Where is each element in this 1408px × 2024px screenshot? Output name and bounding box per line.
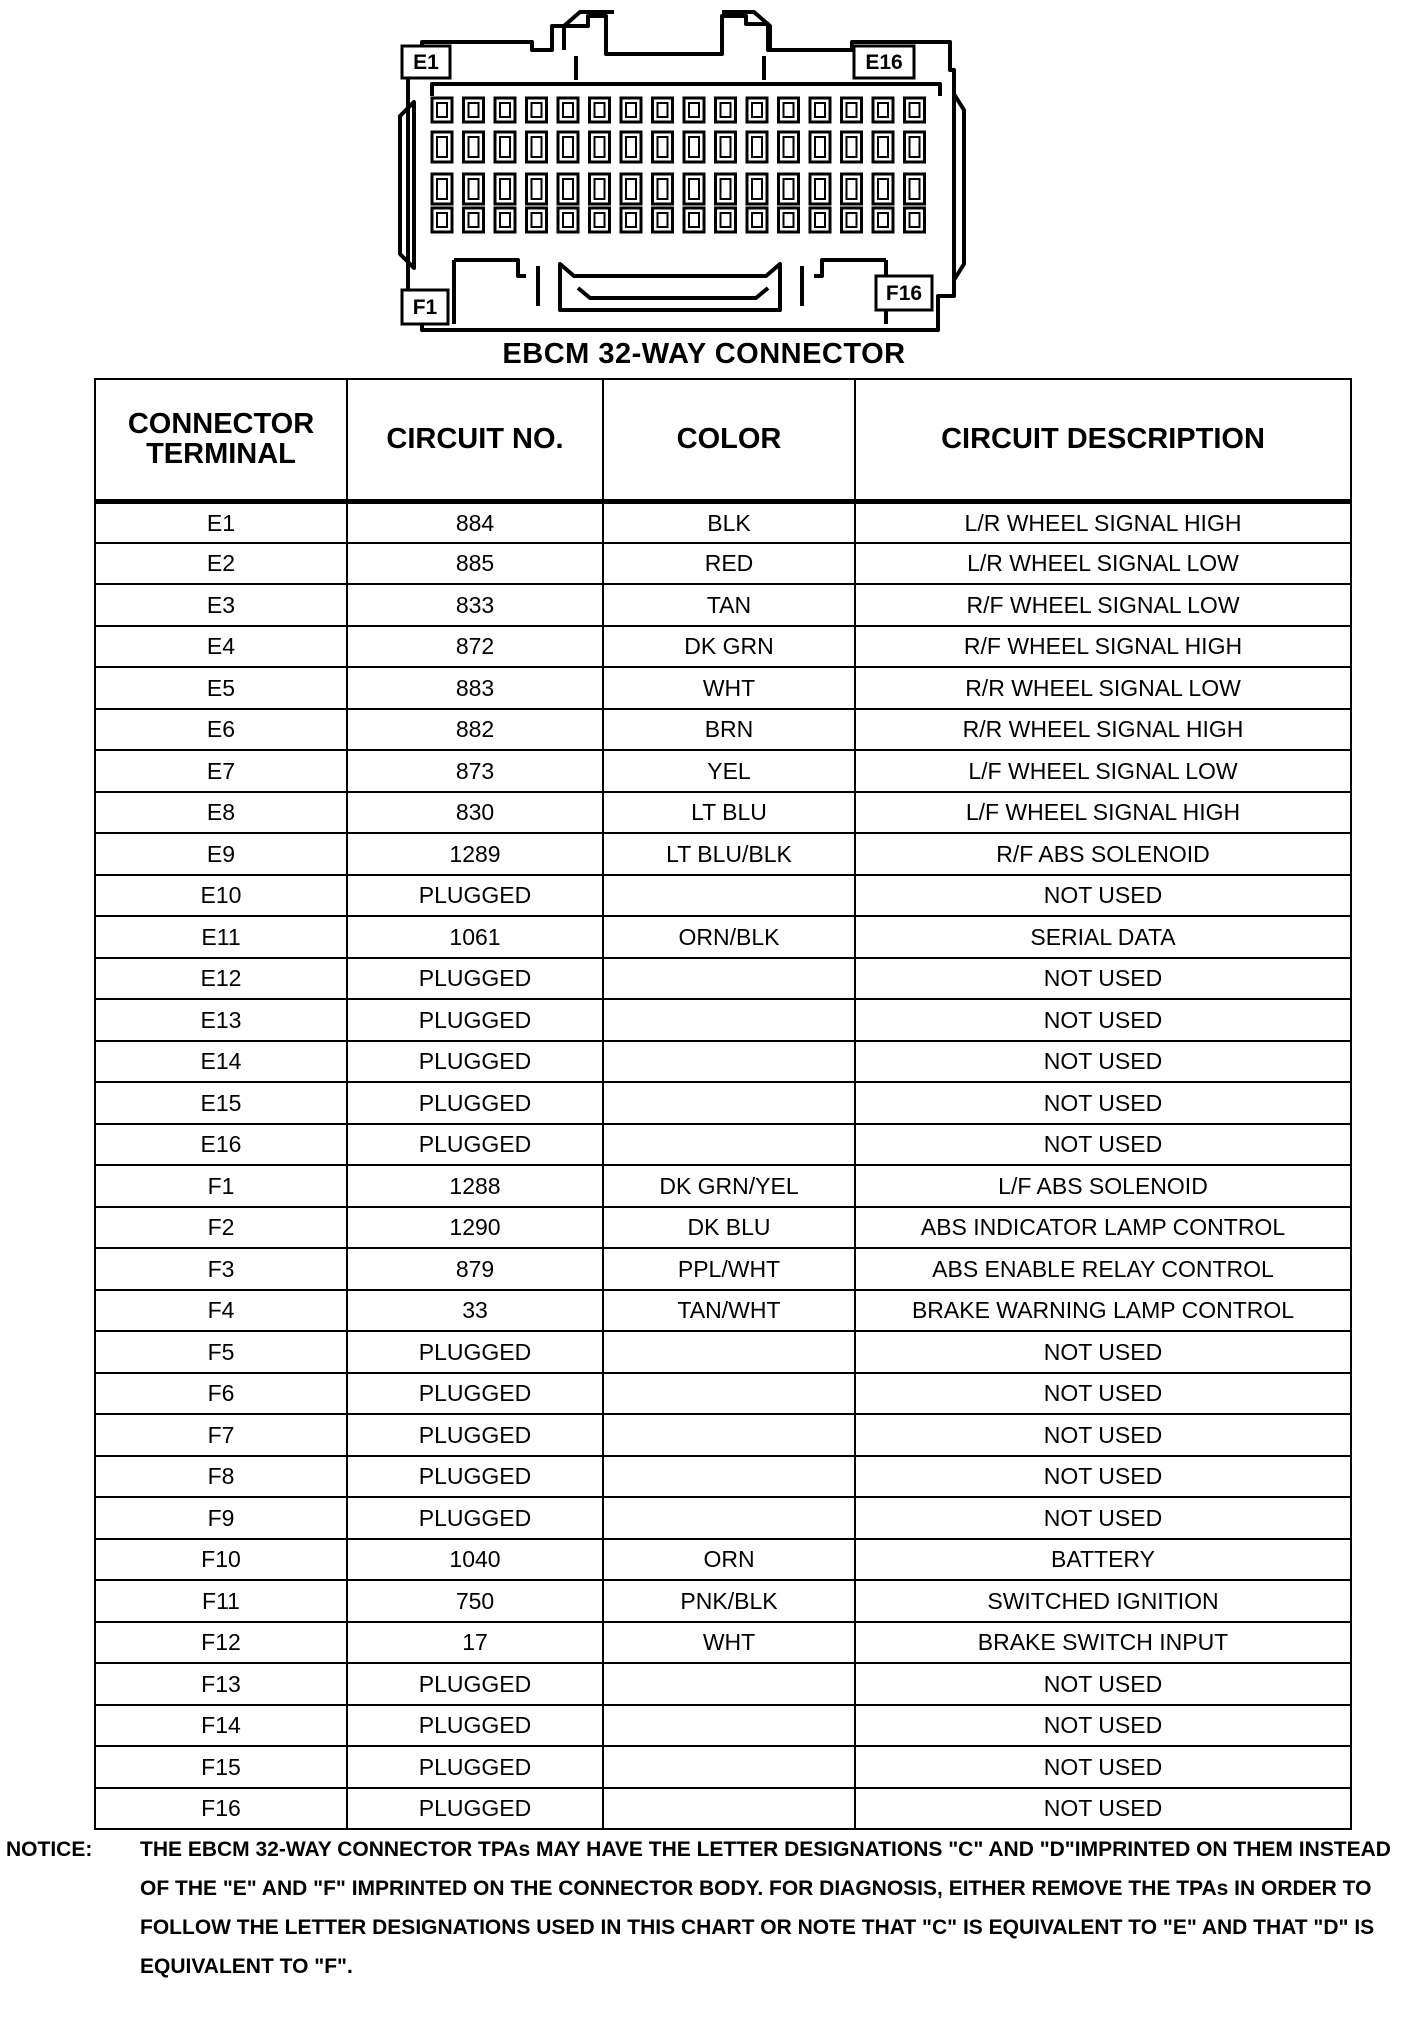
pin-cavity [779,208,799,232]
pin-cavity-inner [658,137,668,157]
cell-terminal: F9 [95,1497,347,1539]
cell-circuit-no: PLUGGED [347,1124,603,1166]
cell-description: NOT USED [855,1082,1351,1124]
table-row [95,1041,1351,1083]
cell-color [603,1041,855,1083]
cell-circuit-no: PLUGGED [347,1788,603,1830]
cell-description: R/R WHEEL SIGNAL HIGH [855,709,1351,751]
pin-cavity-inner [689,179,699,199]
cell-circuit-no: PLUGGED [347,1041,603,1083]
cell-color [603,875,855,917]
pin-cavity-inner [784,103,794,117]
cell-description: NOT USED [855,1497,1351,1539]
cell-terminal: F2 [95,1207,347,1249]
pin-cavity-inner [626,103,636,117]
cell-description: BRAKE WARNING LAMP CONTROL [855,1290,1351,1332]
pin-cavity-inner [847,179,857,199]
table-row [95,875,1351,917]
label-f1: F1 [412,296,438,319]
pin-cavity-inner [689,137,699,157]
cell-description: ABS INDICATOR LAMP CONTROL [855,1207,1351,1249]
pin-cavity-inner [878,179,888,199]
pin-cavity-inner [847,213,857,227]
cell-terminal: F12 [95,1622,347,1664]
cell-terminal: F7 [95,1414,347,1456]
table-header-row [95,379,1351,501]
pin-cavity-inner [626,213,636,227]
pin-cavity [873,98,893,122]
pin-cavity-inner [752,137,762,157]
pinout-table [94,378,1352,1830]
pin-cavity [495,208,515,232]
pin-cavity-inner [469,179,479,199]
cell-description: R/F ABS SOLENOID [855,833,1351,875]
cell-circuit-no: 830 [347,792,603,834]
cell-terminal: F1 [95,1165,347,1207]
cell-circuit-no: PLUGGED [347,1373,603,1415]
cell-terminal: E15 [95,1082,347,1124]
cell-description: L/F WHEEL SIGNAL HIGH [855,792,1351,834]
cell-description: L/R WHEEL SIGNAL LOW [855,543,1351,585]
cell-circuit-no: 1289 [347,833,603,875]
cell-terminal: E4 [95,626,347,668]
cell-color [603,1497,855,1539]
table-row [95,1746,1351,1788]
cell-circuit-no: PLUGGED [347,1705,603,1747]
label-e1: E1 [413,51,439,74]
cell-circuit-no: 1040 [347,1539,603,1581]
table-row [95,1414,1351,1456]
pin-cavity-inner [878,137,888,157]
pin-cavity [653,98,673,122]
cell-color: DK BLU [603,1207,855,1249]
cell-circuit-no: 1290 [347,1207,603,1249]
cell-terminal: E2 [95,543,347,585]
cell-description: NOT USED [855,875,1351,917]
pin-cavity-inner [721,137,731,157]
cell-terminal: F6 [95,1373,347,1415]
pin-cavity-inner [437,137,447,157]
table-row [95,1207,1351,1249]
pin-cavity-inner [658,179,668,199]
pin-cavity [621,98,641,122]
cell-terminal: E3 [95,584,347,626]
pin-cavity-inner [721,179,731,199]
cell-description: NOT USED [855,1373,1351,1415]
table-row [95,1248,1351,1290]
cell-color [603,1414,855,1456]
cell-terminal: F13 [95,1663,347,1705]
cell-terminal: E10 [95,875,347,917]
pin-cavity [527,98,547,122]
pin-cavity-inner [437,103,447,117]
table-row [95,1622,1351,1664]
cell-color [603,1082,855,1124]
cell-description: NOT USED [855,1456,1351,1498]
cell-terminal: E11 [95,916,347,958]
pin-cavity-inner [784,137,794,157]
cell-description: NOT USED [855,1705,1351,1747]
cell-circuit-no: 17 [347,1622,603,1664]
cell-color [603,1124,855,1166]
pin-cavity-inner [532,137,542,157]
notice-label: NOTICE: [6,1838,93,1861]
cell-color [603,1456,855,1498]
table-row [95,584,1351,626]
cell-color [603,958,855,1000]
cell-color: TAN [603,584,855,626]
cell-terminal: F4 [95,1290,347,1332]
cell-color: TAN/WHT [603,1290,855,1332]
pin-cavity [558,208,578,232]
pin-cavity [495,98,515,122]
pin-cavity-inner [689,103,699,117]
cell-terminal: F15 [95,1746,347,1788]
cell-terminal: E6 [95,709,347,751]
cell-color: LT BLU/BLK [603,833,855,875]
pin-cavity-inner [500,103,510,117]
table-row [95,1705,1351,1747]
cell-description: BRAKE SWITCH INPUT [855,1622,1351,1664]
pin-cavity [558,98,578,122]
pin-cavity [432,208,452,232]
cell-terminal: F10 [95,1539,347,1581]
pin-cavity [590,208,610,232]
pin-cavity [810,98,830,122]
pin-cavity-inner [532,179,542,199]
pin-cavity-inner [626,179,636,199]
table-row [95,958,1351,1000]
cell-color: ORN/BLK [603,916,855,958]
table-row [95,1580,1351,1622]
cell-circuit-no: PLUGGED [347,1497,603,1539]
cell-color: RED [603,543,855,585]
cell-terminal: F5 [95,1331,347,1373]
cell-circuit-no: PLUGGED [347,1663,603,1705]
pin-cavity-inner [910,213,920,227]
pin-cavity-inner [878,103,888,117]
cell-color [603,1788,855,1830]
pin-cavity-inner [752,213,762,227]
cell-terminal: F11 [95,1580,347,1622]
cell-terminal: E5 [95,667,347,709]
header-circuit-no: CIRCUIT NO. [347,379,603,501]
pin-cavity [873,208,893,232]
pin-cavity-inner [815,137,825,157]
cell-circuit-no: PLUGGED [347,1082,603,1124]
cell-color [603,1331,855,1373]
cell-terminal: E1 [95,501,347,543]
table-row [95,1539,1351,1581]
pin-cavity [464,98,484,122]
table-row [95,1290,1351,1332]
header-circuit-description: CIRCUIT DESCRIPTION [855,379,1351,501]
table-row [95,667,1351,709]
cell-description: L/F WHEEL SIGNAL LOW [855,750,1351,792]
header-color: COLOR [603,379,855,501]
cell-terminal: F16 [95,1788,347,1830]
cell-description: NOT USED [855,1788,1351,1830]
cell-color [603,999,855,1041]
cell-circuit-no: 1061 [347,916,603,958]
pin-cavity-inner [500,179,510,199]
cell-terminal: F14 [95,1705,347,1747]
cell-circuit-no: PLUGGED [347,1456,603,1498]
pin-cavity [747,98,767,122]
cell-description: NOT USED [855,958,1351,1000]
cell-description: ABS ENABLE RELAY CONTROL [855,1248,1351,1290]
cell-color [603,1373,855,1415]
cell-terminal: E13 [95,999,347,1041]
pin-cavity [590,98,610,122]
table-row [95,916,1351,958]
label-e16: E16 [865,51,903,74]
pin-cavity-inner [910,179,920,199]
cell-description: L/F ABS SOLENOID [855,1165,1351,1207]
table-row [95,750,1351,792]
pin-cavity-inner [878,213,888,227]
cell-circuit-no: PLUGGED [347,999,603,1041]
table-row [95,792,1351,834]
pin-cavity-inner [910,103,920,117]
pin-cavity-inner [721,213,731,227]
pin-cavity [842,208,862,232]
cell-terminal: E9 [95,833,347,875]
cell-terminal: E8 [95,792,347,834]
cell-description: NOT USED [855,1124,1351,1166]
cell-circuit-no: 883 [347,667,603,709]
pin-cavity-inner [437,213,447,227]
cell-description: SWITCHED IGNITION [855,1580,1351,1622]
cell-color: PNK/BLK [603,1580,855,1622]
pin-cavity-inner [563,137,573,157]
cell-circuit-no: 884 [347,501,603,543]
pin-cavity [810,208,830,232]
pin-cavity-inner [847,137,857,157]
cell-description: NOT USED [855,1331,1351,1373]
table-row [95,543,1351,585]
pin-cavity-inner [752,103,762,117]
pin-cavity [905,98,925,122]
cell-description: NOT USED [855,1414,1351,1456]
table-row [95,1497,1351,1539]
cell-description: SERIAL DATA [855,916,1351,958]
cell-circuit-no: 879 [347,1248,603,1290]
cell-circuit-no: 750 [347,1580,603,1622]
connector-pin-grid [432,98,925,232]
cell-circuit-no: PLUGGED [347,958,603,1000]
pin-cavity [716,208,736,232]
pin-cavity-inner [469,213,479,227]
connector-title: EBCM 32-WAY CONNECTOR [502,338,906,370]
table-row [95,999,1351,1041]
pin-cavity [527,208,547,232]
pin-cavity [684,208,704,232]
table-row [95,709,1351,751]
cell-color: BLK [603,501,855,543]
table-row [95,1082,1351,1124]
cell-circuit-no: 833 [347,584,603,626]
cell-color: YEL [603,750,855,792]
cell-circuit-no: PLUGGED [347,875,603,917]
pin-cavity [653,208,673,232]
pin-cavity-inner [815,103,825,117]
table-row [95,1165,1351,1207]
pin-cavity-inner [469,137,479,157]
pin-cavity [747,208,767,232]
pin-cavity-inner [721,103,731,117]
cell-color: LT BLU [603,792,855,834]
header-connector-terminal: CONNECTOR TERMINAL [95,379,347,501]
cell-terminal: E14 [95,1041,347,1083]
pin-cavity-inner [752,179,762,199]
cell-color: PPL/WHT [603,1248,855,1290]
cell-description: NOT USED [855,1746,1351,1788]
pin-cavity-inner [563,179,573,199]
cell-color: WHT [603,1622,855,1664]
pin-cavity-inner [437,179,447,199]
cell-description: R/R WHEEL SIGNAL LOW [855,667,1351,709]
table-row [95,1663,1351,1705]
cell-circuit-no: 33 [347,1290,603,1332]
connector-diagram [392,6,968,332]
pin-cavity-inner [595,103,605,117]
cell-color: DK GRN/YEL [603,1165,855,1207]
pin-cavity [464,208,484,232]
cell-circuit-no: PLUGGED [347,1746,603,1788]
pin-cavity [684,98,704,122]
cell-color: ORN [603,1539,855,1581]
pin-cavity [779,98,799,122]
table-row [95,833,1351,875]
cell-description: L/R WHEEL SIGNAL HIGH [855,501,1351,543]
cell-circuit-no: 873 [347,750,603,792]
cell-description: R/F WHEEL SIGNAL LOW [855,584,1351,626]
pin-cavity-inner [595,179,605,199]
cell-terminal: F3 [95,1248,347,1290]
notice-text: THE EBCM 32-WAY CONNECTOR TPAs MAY HAVE THE LETTER DESIGNATIONS "C" AND "D"IMPRINTED ON THEM INSTEAD OF THE "E" AND "F" IMPRINTED ON THE CONNECTOR BODY. FOR DIAGNOSIS, EITHER REMOVE THE TPAs IN ORDER TO FOLLOW THE LETTER DESIGNATIONS USED IN THIS CHART OR NOTE THAT "C" IS EQUIVALENT TO "E" AND THAT "D" IS EQUIVALENT TO "F". [140,1838,1391,1978]
table-row [95,1124,1351,1166]
pin-cavity-inner [658,103,668,117]
cell-description: BATTERY [855,1539,1351,1581]
cell-color: WHT [603,667,855,709]
cell-color: BRN [603,709,855,751]
pin-cavity-inner [563,213,573,227]
pin-cavity-inner [689,213,699,227]
pin-cavity-inner [500,213,510,227]
cell-terminal: F8 [95,1456,347,1498]
pin-cavity-inner [532,213,542,227]
cell-description: R/F WHEEL SIGNAL HIGH [855,626,1351,668]
pin-cavity-inner [815,179,825,199]
cell-circuit-no: 872 [347,626,603,668]
pin-cavity-inner [910,137,920,157]
pin-cavity [905,208,925,232]
table-row [95,626,1351,668]
pin-cavity-inner [626,137,636,157]
cell-circuit-no: PLUGGED [347,1331,603,1373]
pin-cavity-inner [563,103,573,117]
table-row [95,1456,1351,1498]
table-row [95,1331,1351,1373]
cell-color [603,1663,855,1705]
pin-cavity [842,98,862,122]
pin-cavity-inner [658,213,668,227]
pin-cavity-inner [500,137,510,157]
pin-cavity-inner [815,213,825,227]
pin-cavity [621,208,641,232]
pin-cavity-inner [784,179,794,199]
pin-cavity [716,98,736,122]
pin-cavity-inner [469,103,479,117]
cell-circuit-no: 1288 [347,1165,603,1207]
cell-color: DK GRN [603,626,855,668]
table-row [95,501,1351,543]
pin-cavity-inner [532,103,542,117]
cell-color [603,1746,855,1788]
pin-cavity [432,98,452,122]
table-row [95,1373,1351,1415]
pin-cavity-inner [847,103,857,117]
cell-terminal: E12 [95,958,347,1000]
table-row [95,1788,1351,1830]
cell-circuit-no: PLUGGED [347,1414,603,1456]
cell-circuit-no: 885 [347,543,603,585]
pin-cavity-inner [595,137,605,157]
cell-terminal: E16 [95,1124,347,1166]
cell-circuit-no: 882 [347,709,603,751]
cell-description: NOT USED [855,1041,1351,1083]
cell-description: NOT USED [855,1663,1351,1705]
cell-description: NOT USED [855,999,1351,1041]
cell-terminal: E7 [95,750,347,792]
cell-color [603,1705,855,1747]
pin-cavity-inner [595,213,605,227]
pin-cavity-inner [784,213,794,227]
label-f16: F16 [885,282,923,305]
